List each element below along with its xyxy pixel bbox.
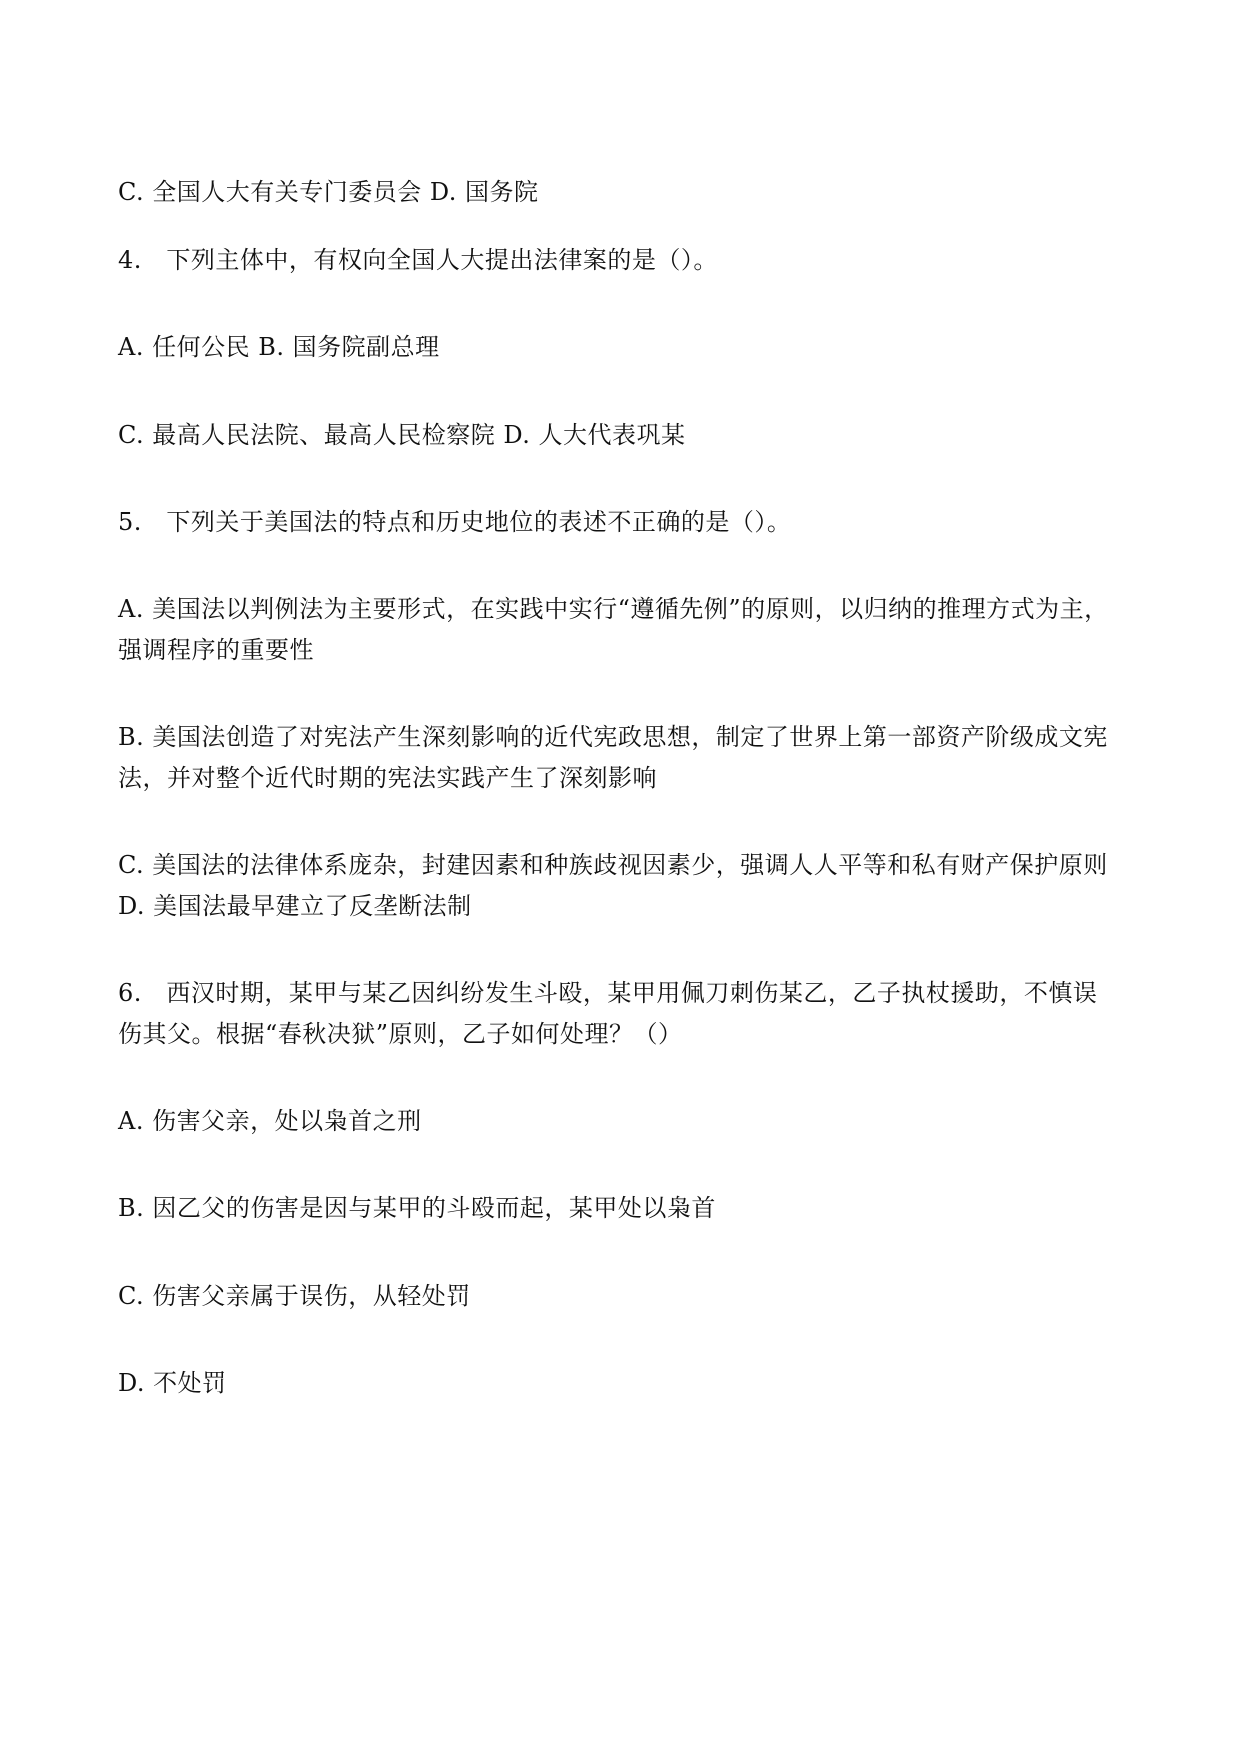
question-4: 4. 下列主体中，有权向全国人大提出法律案的是（）。 — [118, 246, 718, 274]
question-6-line1: 6. 西汉时期，某甲与某乙因纠纷发生斗殴，某甲用佩刀刺伤某乙，乙子执杖援助，不慎误 — [118, 979, 1098, 1007]
option-q5-d: D. 美国法最早建立了反垄断法制 — [118, 892, 472, 920]
option-q5-a-line1: A. 美国法以判例法为主要形式，在实践中实行“遵循先例”的原则，以归纳的推理方式为主， — [118, 595, 1109, 623]
option-q6-d: D. 不处罚 — [118, 1369, 227, 1397]
option-q6-c: C. 伤害父亲属于误伤，从轻处罚 — [118, 1282, 471, 1310]
question-6-line2: 伤其父。根据“春秋决狱”原则，乙子如何处理？（） — [118, 1020, 683, 1048]
option-line-q4-cd: C. 最高人民法院、最高人民检察院 D. 人大代表巩某 — [118, 421, 686, 449]
option-line-q3-cd: C. 全国人大有关专门委员会 D. 国务院 — [118, 178, 539, 206]
option-line-q4-ab: A. 任何公民 B. 国务院副总理 — [118, 333, 440, 361]
option-q5-b-line2: 法，并对整个近代时期的宪法实践产生了深刻影响 — [118, 764, 657, 792]
option-q6-a: A. 伤害父亲，处以枭首之刑 — [118, 1107, 422, 1135]
question-5: 5. 下列关于美国法的特点和历史地位的表述不正确的是（）。 — [118, 508, 792, 536]
option-q6-b: B. 因乙父的伤害是因与某甲的斗殴而起，某甲处以枭首 — [118, 1194, 716, 1222]
option-q5-c: C. 美国法的法律体系庞杂，封建因素和种族歧视因素少，强调人人平等和私有财产保护原则 — [118, 851, 1108, 879]
option-q5-a-line2: 强调程序的重要性 — [118, 636, 314, 664]
option-q5-b-line1: B. 美国法创造了对宪法产生深刻影响的近代宪政思想，制定了世界上第一部资产阶级成文宪 — [118, 723, 1108, 751]
